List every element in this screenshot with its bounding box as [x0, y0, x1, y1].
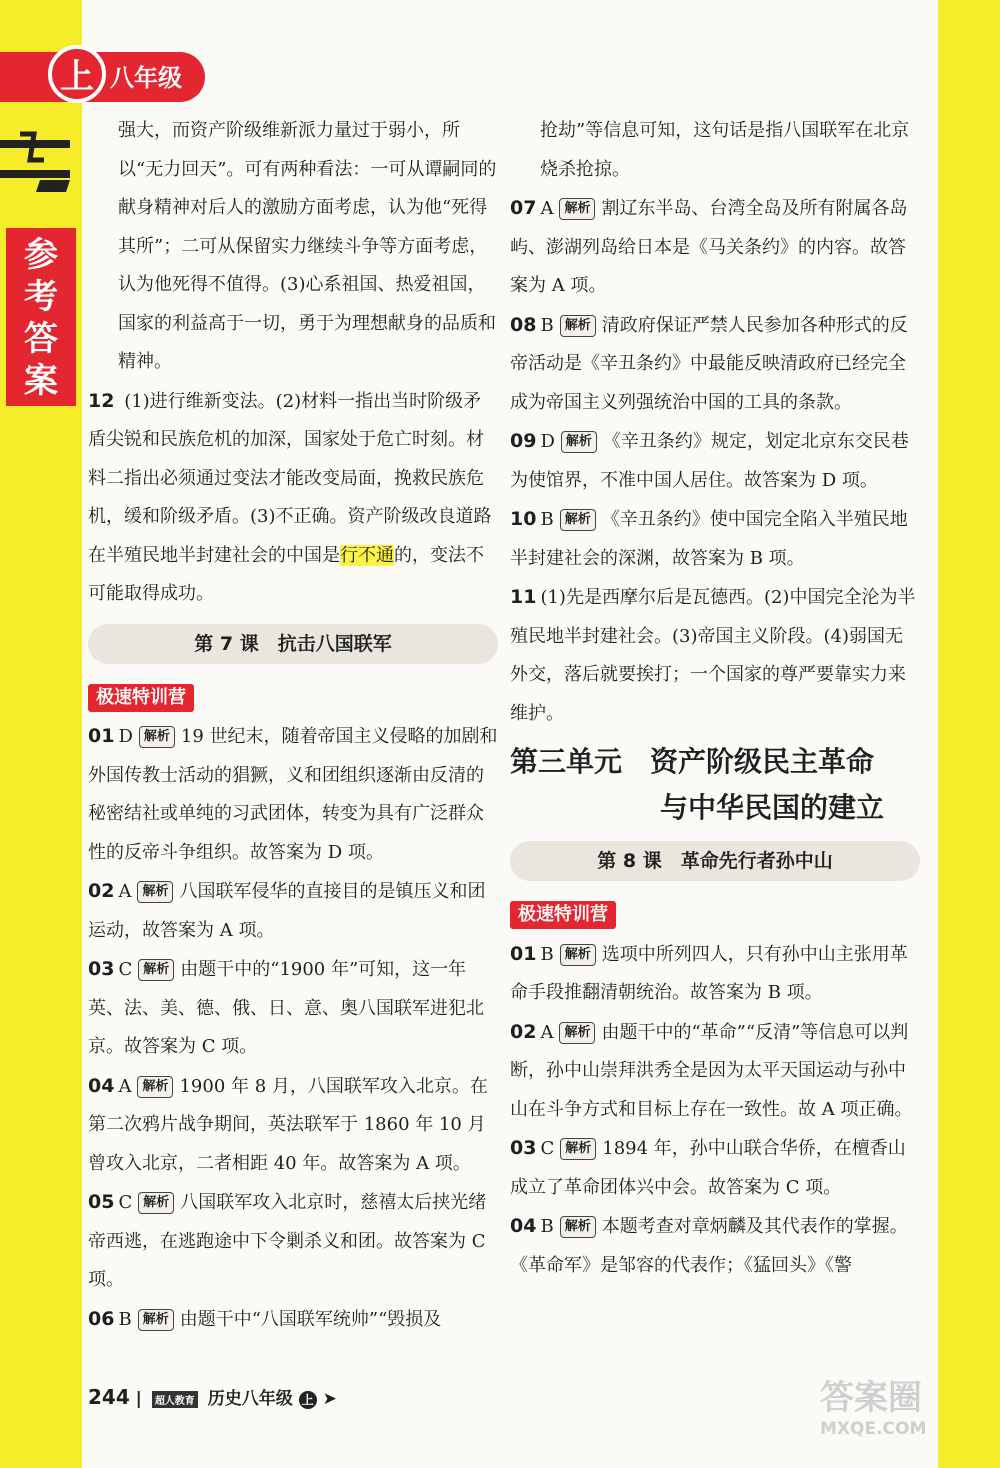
answer-choice: A — [540, 198, 554, 219]
question-number: 07 — [510, 197, 537, 219]
training-camp-label: 极速特训营 — [510, 901, 616, 929]
site-watermark — [820, 1370, 990, 1460]
watermark-title: 答案圈 — [820, 1378, 922, 1418]
answer-item — [88, 1183, 498, 1300]
analysis-text: 选项中所列四人，只有孙中山主张用革命手段推翻清朝统治。故答案为 B 项。 — [510, 943, 908, 1003]
right-column — [510, 112, 920, 1285]
answer-choice: B — [540, 509, 554, 530]
unit-title-line-1: 第三单元 资产阶级民主革命 — [510, 745, 875, 778]
analysis-text: 八国联军攻入北京时，慈禧太后挟光绪帝西逃，在逃跑途中下令剿杀义和团。故答案为 C 项。 — [88, 1192, 487, 1290]
training-camp-label: 极速特训营 — [88, 684, 194, 712]
answer-choice: B — [118, 1308, 132, 1330]
answer-choice: B — [540, 314, 554, 336]
question-number: 03 — [88, 958, 115, 980]
question-number: 09 — [510, 430, 537, 452]
grade-label: 八年级 — [110, 64, 182, 92]
subject-label: 历史八年级 — [207, 1389, 293, 1409]
question-number: 03 — [510, 1137, 537, 1159]
analysis-tag: 解析 — [560, 1216, 596, 1238]
answer-item — [510, 306, 920, 423]
unit-3-title — [510, 739, 920, 831]
answer-item — [510, 1207, 920, 1285]
watermark-url: MXQE.COM — [820, 1419, 927, 1439]
analysis-tag: 解析 — [559, 1022, 595, 1044]
analysis-tag: 解析 — [560, 944, 596, 966]
analysis-text: 《辛丑条约》规定，划定北京东交民巷为使馆界，不准中国人居住。故答案为 D 项。 — [510, 431, 909, 491]
answer-item — [510, 935, 920, 1013]
left-yellow-strip — [0, 0, 82, 1468]
footer-divider: | — [135, 1389, 142, 1409]
answer-item — [88, 872, 498, 950]
page-footer — [88, 1384, 337, 1409]
analysis-text: 由题干中的“革命”“反清”等信息可以判断，孙中山崇拜洪秀全是因为太平天国运动与孙中山在斗争方式和目标上存在一致性。故 A 项正确。 — [510, 1021, 913, 1120]
answer-item — [88, 950, 498, 1067]
answer-choice: B — [540, 943, 554, 965]
question-number: 08 — [510, 313, 537, 336]
answer-item — [510, 422, 920, 500]
answer-choice: A — [540, 1021, 554, 1043]
answer-item — [510, 500, 920, 578]
brand-logo-icon — [0, 130, 78, 200]
analysis-text: 1900 年 8 月，八国联军攻入北京。在第二次鸦片战争期间，英法联军于 1860 年 10 月曾攻入北京，二者相距 40 年。故答案为 A 项。 — [88, 1075, 488, 1174]
analysis-tag: 解析 — [137, 881, 173, 903]
analysis-tag: 解析 — [138, 959, 174, 981]
brand-badge: 超人教育 — [152, 1391, 198, 1408]
lesson-7-heading: 第 7 课 抗击八国联军 — [88, 624, 498, 664]
question-number: 01 — [510, 942, 537, 965]
answer-item — [88, 717, 498, 872]
question-12 — [88, 382, 498, 614]
question-number: 12 — [88, 389, 115, 412]
highlighted-text: 行不通 — [340, 544, 394, 566]
arrow-right-icon: ➤ — [322, 1389, 337, 1409]
question-number: 04 — [88, 1074, 115, 1097]
analysis-tag: 解析 — [138, 1192, 174, 1214]
right-yellow-band — [938, 0, 1000, 1468]
continued-answer-paragraph: 抢劫”等信息可知，这句话是指八国联军在北京烧杀抢掠。 — [540, 120, 910, 180]
answer-choice: C — [118, 1192, 133, 1213]
volume-icon: 上 — [299, 1391, 317, 1409]
analysis-tag: 解析 — [560, 315, 596, 337]
answer-text-end: 的，变法不可能取得成功。 — [88, 544, 484, 604]
question-number: 11 — [510, 586, 537, 608]
answer-choice: C — [118, 959, 133, 980]
question-number: 05 — [88, 1191, 115, 1213]
question-number: 10 — [510, 508, 537, 530]
analysis-text: 19 世纪末，随着帝国主义侵略的加剧和外国传教士活动的猖獗，义和团组织逐渐由反清的秘密结社或单纯的习武团体，转变为具有广泛群众性的反帝斗争组织。故答案为 D 项。 — [88, 726, 498, 863]
question-number: 01 — [88, 725, 115, 747]
analysis-tag: 解析 — [561, 431, 597, 453]
unit-title-line-2: 与中华民国的建立 — [660, 791, 885, 824]
answer-choice: D — [118, 726, 133, 747]
question-number: 06 — [88, 1307, 115, 1330]
question-number: 04 — [510, 1215, 537, 1237]
grade-volume-badge: 上 — [48, 45, 106, 103]
question-number: 02 — [510, 1020, 537, 1043]
answer-item — [510, 1013, 920, 1130]
analysis-text: 由题干中的“1900 年”可知，这一年英、法、美、德、俄、日、意、奥八国联军进犯北京。故答案为 C 项。 — [88, 959, 484, 1057]
answer-key-side-tab — [6, 228, 76, 406]
analysis-text: 八国联军侵华的直接目的是镇压义和团运动，故答案为 A 项。 — [88, 881, 486, 941]
analysis-text: 割辽东半岛、台湾全岛及所有附属各岛屿、澎湖列岛给日本是《马关条约》的内容。故答案为 A 项。 — [510, 198, 908, 296]
question-number: 02 — [88, 880, 115, 902]
analysis-text: 《辛丑条约》使中国完全陷入半殖民地半封建社会的深渊，故答案为 B 项。 — [510, 509, 908, 569]
answer-item — [510, 578, 920, 733]
answer-item — [510, 1129, 920, 1207]
analysis-text: (1)先是西摩尔后是瓦德西。(2)中国完全沦为半殖民地半封建社会。(3)帝国主义阶段。(4)弱国无外交，落后就要挨打；一个国家的尊严要靠实力来维护。 — [510, 587, 916, 724]
answer-item — [88, 1300, 498, 1340]
analysis-text: 本题考查对章炳麟及其代表作的掌握。《革命军》是邹容的代表作；《猛回头》《警 — [510, 1216, 908, 1276]
analysis-tag: 解析 — [559, 198, 595, 220]
analysis-tag: 解析 — [138, 1309, 174, 1331]
analysis-tag: 解析 — [560, 509, 596, 531]
analysis-text: 清政府保证严禁人民参加各种形式的反帝活动是《辛丑条约》中最能反映清政府已经完全成为帝国主义列强统治中国的工具的条款。 — [510, 314, 908, 413]
answer-item — [88, 1067, 498, 1184]
answer-text: (1)进行维新变法。(2)材料一指出当时阶级矛盾尖锐和民族危机的加深，国家处于危亡时刻。材料二指出必须通过变法才能改变局面，挽救民族危机，缓和阶级矛盾。(3)不正确。资产阶级改良道路在半殖民地半封建社会的中国是 — [88, 390, 492, 566]
answer-choice: D — [540, 431, 555, 452]
left-column — [88, 112, 498, 1339]
analysis-text: 1894 年，孙中山联合华侨，在檀香山成立了革命团体兴中会。故答案为 C 项。 — [510, 1138, 906, 1198]
analysis-tag: 解析 — [137, 1076, 173, 1098]
answer-item — [510, 189, 920, 306]
analysis-tag: 解析 — [560, 1138, 596, 1160]
answer-choice: A — [118, 881, 132, 902]
analysis-text: 由题干中“八国联军统帅”“毁损及 — [179, 1308, 442, 1330]
page-number: 244 — [88, 1385, 130, 1409]
answer-choice: A — [118, 1075, 132, 1097]
answer-choice: B — [540, 1216, 554, 1237]
side-tab-label: 参考答案 — [24, 235, 58, 401]
lesson-8-heading: 第 8 课 革命先行者孙中山 — [510, 841, 920, 881]
continued-answer-paragraph: 强大，而资产阶级维新派力量过于弱小，所以“无力回天”。可有两种看法：一可从谭嗣同的献身精神对后人的激励方面考虑，认为他“死得其所”；二可从保留实力继续斗争等方面考虑，认为他死得不值得。(3)心系祖国、热爱祖国，国家的利益高于一切，勇于为理想献身的品质和精神。 — [118, 120, 497, 372]
analysis-tag: 解析 — [139, 726, 175, 748]
answer-choice: C — [540, 1138, 555, 1159]
